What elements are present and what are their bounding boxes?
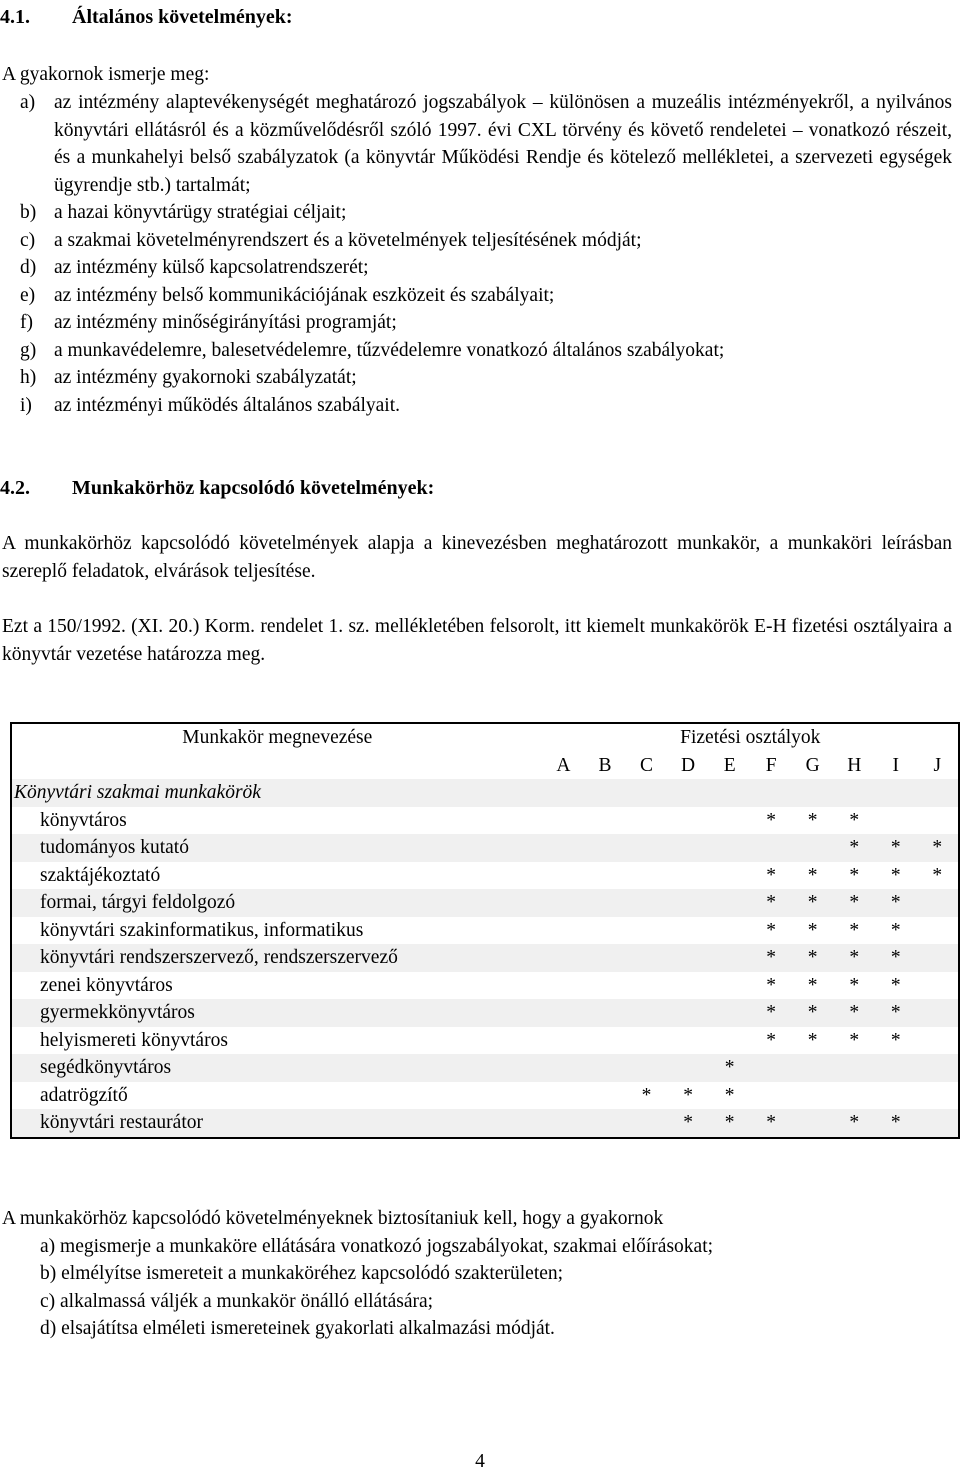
grade-mark [626,1109,668,1138]
grade-mark [792,1109,834,1138]
grade-mark [709,944,751,972]
grade-mark [543,1027,585,1055]
grade-mark [584,999,626,1027]
grade-mark: * [833,889,875,917]
grade-mark [750,1054,791,1082]
table-row [11,972,959,1000]
grade-mark: * [875,999,916,1027]
grade-mark: * [833,834,875,862]
table-header-row [11,723,959,752]
grade-mark [543,834,585,862]
table-row [11,1082,959,1110]
job-title: tudományos kutató [11,834,543,862]
closing-item: b) elmélyítse ismereteit a munkaköréhez kapcsolódó szakterületen; [40,1263,564,1284]
job-title: szaktájékoztató [40,864,161,886]
list-item: e) az intézmény belső kommunikációjának eszközeit és szabályait; [20,284,555,306]
closing-block [2,1205,952,1343]
grade-mark [917,1082,960,1110]
grade-mark [709,862,751,890]
pay-grade-table [10,722,960,1139]
grade-mark [543,944,585,972]
table-row [11,1109,959,1138]
section-2-paragraph-2: Ezt a 150/1992. (XI. 20.) Korm. rendelet 1. sz. mellékletében felsorolt, itt kiemelt munkakörök E-H fizetési osztályaira a könyvtár vezetése határozza meg. [2,616,952,665]
grade-letter: H [847,754,862,776]
grade-mark: * [890,974,901,996]
grade-mark [626,999,668,1027]
grade-mark: * [750,889,791,917]
table-row [11,1054,959,1082]
grade-mark [543,999,585,1027]
grade-mark: * [917,834,960,862]
grade-mark [792,1082,834,1110]
grade-mark [709,999,751,1027]
grade-mark [667,999,709,1027]
grade-mark [709,889,751,917]
grade-mark [917,1109,960,1138]
grade-mark [667,807,709,835]
grade-mark [792,1054,834,1082]
grade-mark: * [849,864,860,886]
grade-mark: * [792,944,834,972]
closing-item: c) alkalmassá váljék a munkakör önálló ellátására; [40,1290,434,1312]
grade-mark [543,1109,585,1138]
grade-mark: * [807,809,818,831]
list-item: c) a szakmai követelményrendszert és a követelmények teljesítésének módját; [20,229,642,251]
table-row [11,1027,959,1055]
grade-mark [667,889,709,917]
grade-mark [917,1054,960,1082]
grade-mark [792,834,834,862]
closing-item: d) elsajátítsa elméleti ismereteinek gyakorlati alkalmazási módját. [40,1318,555,1339]
grade-mark [709,917,751,945]
grade-mark [667,972,709,1000]
grade-mark [667,1054,709,1082]
grade-mark [626,917,668,945]
grade-mark [626,862,668,890]
grade-mark: * [766,809,777,831]
table-section-row [11,779,959,807]
grade-mark [584,1109,626,1138]
grade-mark [667,834,709,862]
section-2-heading [0,475,960,503]
grade-mark [750,834,791,862]
list-item: h) az intézmény gyakornoki szabályzatát; [20,367,357,388]
grade-mark [709,972,751,1000]
section-label: Könyvtári szakmai munkakörök [11,779,959,807]
job-title: könyvtári rendszerszervező, rendszerszervező [11,944,543,972]
grade-mark: * [849,809,860,831]
grade-mark [709,807,751,835]
section-2-title: Munkakörhöz kapcsolódó követelmények: [72,477,435,499]
grade-mark: * [709,1109,751,1138]
table-row [11,889,959,917]
grade-mark: * [750,1109,791,1138]
grade-mark: * [833,1109,875,1138]
grade-mark [626,972,668,1000]
grade-mark [667,917,709,945]
grade-mark: * [709,1054,751,1082]
grade-mark: * [807,919,818,941]
grade-mark: * [750,944,791,972]
job-title: gyermekkönyvtáros [11,999,543,1027]
table-row [11,917,959,945]
grade-mark [917,889,960,917]
grade-mark: * [807,864,818,886]
grade-mark [584,944,626,972]
grade-mark [584,1027,626,1055]
grade-mark [833,1054,875,1082]
grade-mark [750,1082,791,1110]
grade-mark: * [833,944,875,972]
grade-mark: * [875,1109,916,1138]
grade-mark [709,834,751,862]
job-title: segédkönyvtáros [11,1054,543,1082]
grade-mark [584,834,626,862]
grade-mark: * [890,919,901,941]
grade-mark [875,1054,916,1082]
list-item: d) az intézmény külső kapcsolatrendszerét; [20,257,369,278]
list-item: b) a hazai könyvtárügy stratégiai céljait; [20,202,347,223]
grade-mark [584,917,626,945]
grade-mark: * [890,864,901,886]
grade-mark [626,834,668,862]
grade-mark [833,1082,875,1110]
grade-mark [917,972,960,1000]
grade-mark: * [932,864,943,886]
grade-mark [543,917,585,945]
grade-mark: * [849,974,860,996]
section-1-intro: A gyakornok ismerje meg: [2,64,210,85]
grade-mark: * [833,999,875,1027]
grade-letter: C [640,754,654,776]
grade-mark: * [766,974,777,996]
grade-mark: * [875,834,916,862]
grade-mark [667,944,709,972]
list-item: f) az intézmény minőségirányítási programját; [20,312,397,333]
grade-header: Fizetési osztályok [680,727,821,748]
section-2-number: 4.2. [0,477,30,499]
grade-letter: J [933,754,942,776]
grade-mark: * [849,1029,860,1051]
job-title: formai, tárgyi feldolgozó [11,889,543,917]
grade-mark [543,1054,585,1082]
grade-mark [626,807,668,835]
closing-item: a) megismerje a munkaköre ellátására vonatkozó jogszabályokat, szakmai előírásokat; [40,1235,714,1257]
section-1-heading [0,4,960,32]
table-row [11,944,959,972]
grade-mark: * [890,1029,901,1051]
grade-letter: A [556,754,571,776]
grade-mark [584,972,626,1000]
grade-mark [917,1027,960,1055]
grade-letter: B [598,754,612,776]
grade-mark: * [849,919,860,941]
grade-mark: * [667,1109,709,1138]
grade-mark [917,999,960,1027]
page-number: 4 [475,1451,485,1472]
grade-mark: * [683,1084,693,1106]
grade-mark: * [792,999,834,1027]
grade-mark: * [641,1084,652,1106]
grade-mark: * [807,974,818,996]
grade-mark: * [724,1084,735,1106]
grade-letters-row [11,752,959,780]
grade-mark: * [875,944,916,972]
grade-mark [584,807,626,835]
grade-mark [875,1082,916,1110]
table-row [11,862,959,890]
closing-intro: A munkakörhöz kapcsolódó követelményeknek biztosítaniuk kell, hogy a gyakornok [2,1208,664,1229]
grade-mark [584,862,626,890]
job-title-header: Munkakör megnevezése [182,727,373,748]
job-title: helyismereti könyvtáros [40,1029,228,1051]
grade-mark [709,1027,751,1055]
grade-letter: G [805,754,820,776]
grade-letter: F [765,754,777,776]
section-2-paragraph-1: A munkakörhöz kapcsolódó követelmények alapja a kinevezésben meghatározott munkakör, a munkaköri leírásban szereplő feladatok, elvárások teljesítése. [2,533,952,582]
grade-mark [626,1054,668,1082]
job-title: könyvtári szakinformatikus, informatikus [40,919,364,941]
grade-mark [543,862,585,890]
grade-mark [584,889,626,917]
grade-mark [584,1054,626,1082]
grade-mark: * [807,1029,818,1051]
job-title: zenei könyvtáros [40,974,173,996]
grade-mark: * [766,919,777,941]
table-row [11,999,959,1027]
grade-mark: * [766,864,777,886]
grade-mark [626,1027,668,1055]
grade-mark [543,972,585,1000]
grade-mark [875,807,916,835]
grade-mark [917,917,960,945]
section-1-number: 4.1. [0,6,30,28]
table-row [11,807,959,835]
grade-mark [626,944,668,972]
grade-mark [917,807,960,835]
grade-mark [584,1082,626,1110]
table-row [11,834,959,862]
grade-mark [667,862,709,890]
grade-mark [543,889,585,917]
grade-letter: E [723,754,736,776]
requirements-list [2,89,952,419]
job-title: adatrögzítő [40,1084,128,1106]
section-1-title: Általános követelmények: [72,6,293,28]
grade-letter: D [681,754,696,776]
grade-mark [917,944,960,972]
grade-mark: * [766,1029,777,1051]
list-item: g) a munkavédelemre, balesetvédelemre, tűzvédelemre vonatkozó általános szabályokat; [20,339,725,361]
grade-letter: I [892,754,900,776]
grade-mark [543,807,585,835]
grade-mark: * [792,889,834,917]
grade-mark: * [750,999,791,1027]
grade-mark [667,1027,709,1055]
job-title: könyvtári restaurátor [11,1109,543,1138]
list-item: i) az intézményi működés általános szabályait. [20,394,401,416]
grade-mark [543,1082,585,1110]
grade-mark [626,889,668,917]
list-item: a) az intézmény alaptevékenységét meghatározó jogszabályok – különösen a muzeális intézményekről, a nyilvános könyvtári ellátásról és a közművelődésről szóló 1997. évi CXL törvény és követő rendeletei – vonatkozó részeit, és a munkahelyi belső szabályzatok (a könyvtár Működési Rendje és kötelező mellékletei, a szervezeti egységek ügyrendje stb.) tartalmát; [20,92,952,196]
job-title: könyvtáros [40,809,127,831]
grade-mark: * [875,889,916,917]
